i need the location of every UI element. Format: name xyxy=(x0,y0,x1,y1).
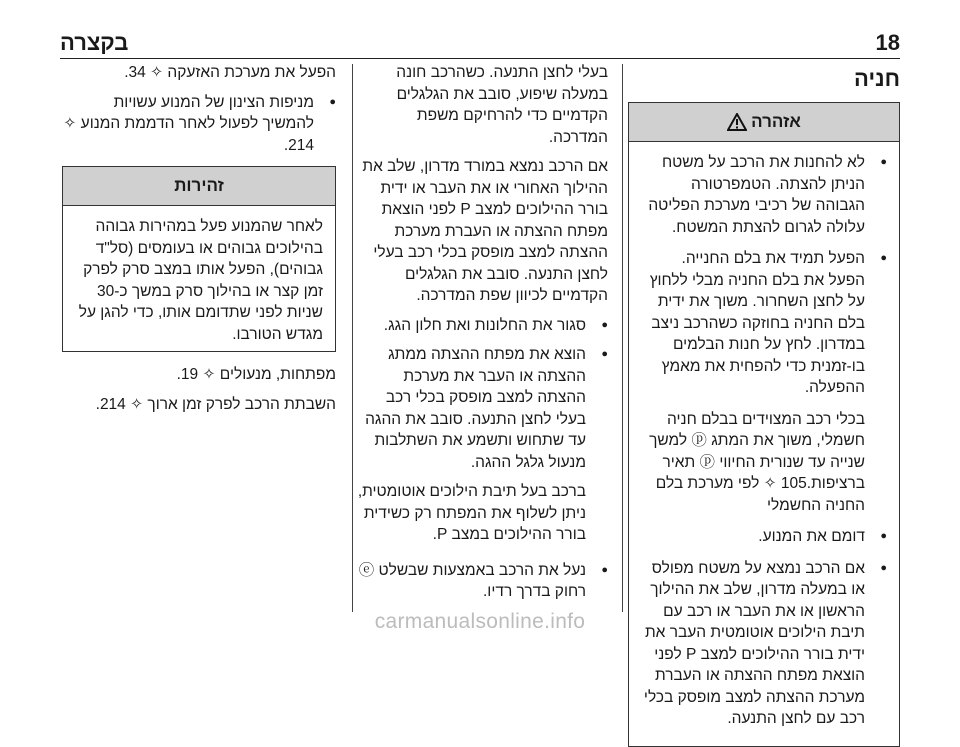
caution-text: לאחר שהמנוע פעל במהירות גבוהה בהילוכים גבוהים או בעומסים (סל"ד גבוהים), הפעל אותו במצב סרק לפרק זמן קצר או בהילוך סרק במשך כ-30 שניות לפני שתדומם אותו, כדי להגן על מגדש הטורבו. xyxy=(78,218,323,343)
caution-title: זהירות xyxy=(174,176,224,195)
warning-box-body xyxy=(629,142,899,746)
header-rule xyxy=(60,58,900,59)
bullet-windows: ● סגור את החלונות ואת חלון הגג. xyxy=(354,315,608,337)
column-right xyxy=(628,64,900,747)
caution-box-body xyxy=(63,206,335,351)
warning-box xyxy=(628,102,900,747)
column-divider-left xyxy=(352,64,353,612)
column-left xyxy=(62,62,336,423)
warning-item: ● לא להחנות את הרכב על משטח הניתן להצתה. הטמפרטורה הגבוהה של רכיבי מערכת הפליטה עלולה לגרום להצתת המשטח. xyxy=(641,152,887,238)
chapter-title: בקצרה xyxy=(60,30,129,55)
text-storage-ref: השבתת הרכב לפרק זמן ארוך ✧ 214. xyxy=(95,395,336,413)
page-header xyxy=(60,22,900,56)
watermark: carmanualsonline.info xyxy=(374,610,586,633)
warning-item: ● הפעל תמיד את בלם החנייה. הפעל את בלם החניה מבלי ללחוץ על לחצן השחרור. משוך את ידית בלם החניה בחוזקה כשהרכב ניצב במדרון. לחץ על חנות הבלמים בו-זמנית כדי להפחית את מאמץ ההפעלה. xyxy=(641,248,887,399)
page-number: 18 xyxy=(875,30,900,55)
text-downhill: אם הרכב נמצא במורד מדרון, שלב את ההילוך האחורי או את העבר או ידית בורר ההילוכים למצב P לפני הוצאת מפתח ההצתה או העברת מערכת ההצתה למצב מופסק בכלי רכב בעלי לחצן התנעה. סובב את הגלגלים הקדמיים לכיוון שפת המדרכה. xyxy=(362,158,608,304)
text-uphill: בעלי לחצן התנעה. כשהרכב חונה במעלה שיפוע, סובב את הגלגלים הקדמיים כדי להרחיקם משפת המדרכה. xyxy=(396,64,608,146)
bullet-cooling-fans: ● מניפות הצינון של המנוע עשויות להמשיך לפעול לאחר הדממת המנוע ✧ 214. xyxy=(62,92,336,157)
text-keys-locks-ref: מפתחות, מנעולים ✧ 19. xyxy=(176,366,336,383)
column-divider-right xyxy=(622,64,623,612)
bullet-lock-vehicle: ● נעל את הרכב באמצעות שבשלט ⓔ רחוק בדרך רדיו. xyxy=(354,560,608,603)
text-activate-alarm: הפעל את מערכת האזעקה ✧ 34. xyxy=(124,64,336,81)
warning-box-header xyxy=(629,103,899,142)
warning-title: אזהרה xyxy=(751,112,801,131)
text-auto-transmission: ברכב בעל תיבת הילוכים אוטומטית, ניתן לשלוף את המפתח רק כשידית בורר ההילוכים במצב P. xyxy=(357,483,586,543)
warning-item: ● אם הרכב נמצא על משטח מפולס או במעלה מדרון, שלב את ההילוך הראשון או את העבר או רכב עם תיבת הילוכים אוטומטית העבר את ידית בורר ההילוכים למצב P לפני הוצאת מפתח ההצתה או העברת מערכת ההצתה למצב מופסק בכלי רכב עם לחצן התנעה. xyxy=(641,558,887,730)
section-title-parking: חניה xyxy=(854,66,900,91)
column-middle xyxy=(354,62,608,611)
bullet-ignition-key: ● הוצא את מפתח ההצתה ממתג ההצתה או העבר את מערכת ההצתה למצב מופסק בכלי רכב בעלי לחצן התנעה. סובב את ההגה עד שתחוש ותשמע את השתלבות מנעול גלגל ההגה. xyxy=(354,344,608,473)
warning-subparagraph: בכלי רכב המצוידים בבלם חניה חשמלי, משוך את המתג ⓟ למשך שנייה עד שנורית החיווי ⓟ תאיר ברציפות.105 ✧ לפי מערכת בלם החניה החשמלי xyxy=(649,410,865,514)
caution-box-header xyxy=(63,167,335,206)
caution-box xyxy=(62,166,336,352)
warning-item: ● דומם את המנוע. xyxy=(641,526,887,548)
warning-triangle-icon xyxy=(727,113,747,131)
